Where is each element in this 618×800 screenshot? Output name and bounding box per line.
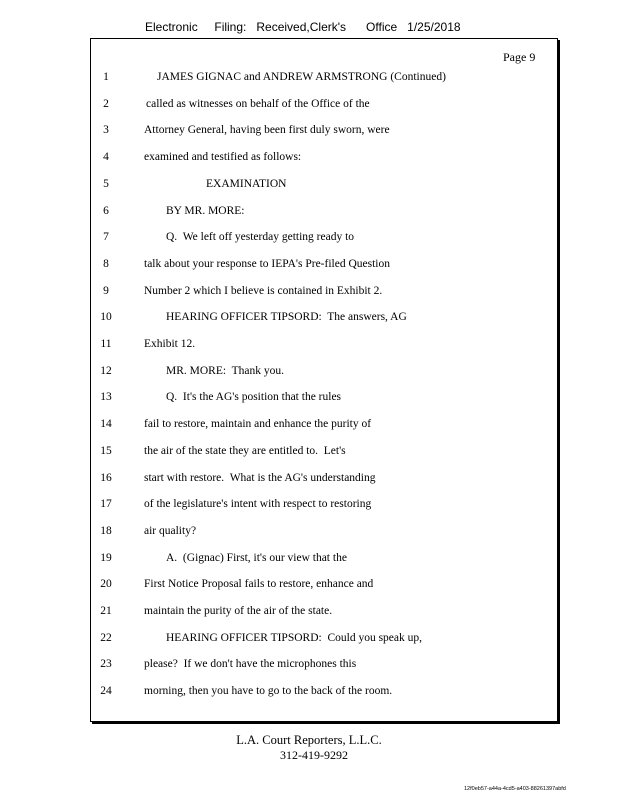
line-text: BY MR. MORE: — [166, 204, 245, 217]
line-number: 10 — [100, 311, 112, 324]
transcript-line — [0, 605, 618, 621]
line-number: 8 — [103, 257, 109, 270]
line-number: 7 — [103, 231, 109, 244]
transcript-line — [0, 472, 618, 488]
line-text: A. (Gignac) First, it's our view that the — [166, 551, 347, 564]
line-text: Q. It's the AG's position that the rules — [166, 391, 342, 404]
transcript-line — [0, 285, 618, 301]
transcript-line — [0, 151, 618, 167]
transcript-line — [0, 685, 618, 701]
transcript-line — [0, 338, 618, 354]
line-number: 19 — [100, 551, 112, 564]
line-number: 23 — [100, 658, 112, 671]
line-number: 9 — [103, 284, 109, 297]
line-text: Attorney General, having been first duly sworn, were — [144, 124, 390, 137]
line-number: 22 — [100, 631, 112, 644]
court-reporter-phone: 312-419-9292 — [280, 748, 348, 762]
line-number: 17 — [100, 498, 112, 511]
line-number: 13 — [100, 391, 112, 404]
line-text: JAMES GIGNAC and ANDREW ARMSTRONG (Continued) — [157, 71, 446, 83]
transcript-line — [0, 632, 618, 648]
transcript-line — [0, 178, 618, 194]
line-text: Number 2 which I believe is contained in Exhibit 2. — [144, 284, 383, 297]
transcript-line — [0, 445, 618, 461]
transcript-line — [0, 205, 618, 221]
line-text: MR. MORE: Thank you. — [166, 364, 284, 377]
line-text: called as witnesses on behalf of the Office of the — [146, 97, 370, 110]
transcript-line — [0, 391, 618, 407]
line-text: fail to restore, maintain and enhance the purity of — [144, 418, 372, 431]
page-number: Page 9 — [503, 50, 536, 64]
line-number: 11 — [100, 338, 112, 350]
line-number: 6 — [103, 204, 109, 217]
line-number: 1 — [103, 71, 109, 83]
transcript-line — [0, 578, 618, 594]
line-number: 16 — [100, 471, 112, 484]
court-reporter-name: L.A. Court Reporters, L.L.C. — [236, 733, 382, 747]
line-number: 12 — [100, 364, 112, 377]
line-text: maintain the purity of the air of the state. — [144, 605, 333, 617]
line-text: air quality? — [144, 524, 197, 537]
line-text: HEARING OFFICER TIPSORD: The answers, AG — [166, 311, 407, 324]
line-text: Q. We left off yesterday getting ready to — [166, 231, 355, 244]
transcript-line — [0, 552, 618, 568]
document-hash: 12f0eb57-a44a-4cd5-a403-88261397abfd — [464, 786, 566, 792]
line-number: 20 — [100, 578, 112, 591]
transcript-line — [0, 71, 618, 87]
line-text: please? If we don't have the microphones this — [144, 658, 357, 671]
line-text: First Notice Proposal fails to restore, enhance and — [144, 578, 374, 591]
line-text: examined and testified as follows: — [144, 151, 302, 164]
transcript-line — [0, 498, 618, 514]
line-number: 14 — [100, 418, 112, 431]
line-number: 24 — [100, 685, 112, 698]
line-text: morning, then you have to go to the back of the room. — [144, 685, 393, 698]
line-number: 4 — [103, 151, 109, 164]
transcript-line — [0, 418, 618, 434]
transcript-line — [0, 658, 618, 674]
transcript-line — [0, 231, 618, 247]
line-number: 15 — [100, 444, 112, 457]
line-number: 18 — [100, 524, 112, 537]
line-text: start with restore. What is the AG's understanding — [144, 471, 376, 484]
transcript-line — [0, 311, 618, 327]
line-number: 2 — [103, 97, 109, 110]
transcript-line — [0, 124, 618, 140]
line-text: EXAMINATION — [206, 177, 287, 190]
transcript-line — [0, 98, 618, 114]
transcript-line — [0, 365, 618, 381]
electronic-filing-header: Electronic Filing: Received,Clerk's Office 1/25/2018 — [145, 20, 461, 34]
line-text: the air of the state they are entitled to. Let's — [144, 444, 346, 457]
line-number: 3 — [103, 124, 109, 137]
line-number: 5 — [103, 177, 109, 190]
line-text: of the legislature's intent with respect to restoring — [144, 498, 372, 511]
line-text: talk about your response to IEPA's Pre-filed Question — [144, 257, 390, 270]
line-text: HEARING OFFICER TIPSORD: Could you speak up, — [166, 631, 422, 644]
line-number: 21 — [100, 605, 112, 617]
transcript-line — [0, 525, 618, 541]
line-text: Exhibit 12. — [144, 338, 196, 350]
transcript-line — [0, 258, 618, 274]
